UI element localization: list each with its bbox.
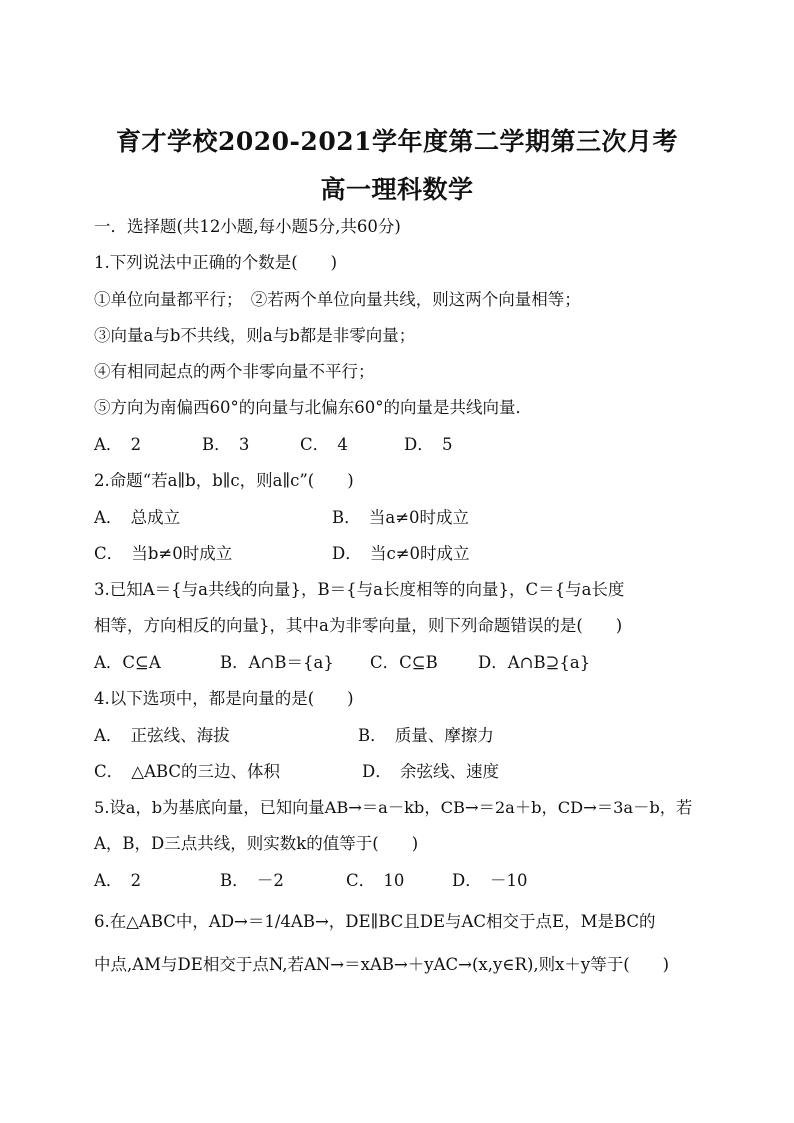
- q4-option-d[interactable]: D． 余弦线、速度: [362, 762, 499, 781]
- q1-option-c[interactable]: C． 4: [300, 435, 348, 454]
- q1-statement-4: ④有相同起点的两个非零向量不平行；: [94, 362, 375, 381]
- q1-options: [94, 434, 700, 456]
- q1-stem: 1.下列说法中正确的个数是( ): [94, 253, 338, 272]
- q6-stem-line-1: 6.在△ABC中，AD→＝1/4AB→，DE∥BC且DE与AC相交于点E，M是BC的: [94, 912, 656, 931]
- q5-option-d[interactable]: D． －10: [452, 871, 528, 890]
- q5-option-a[interactable]: A． 2: [94, 871, 142, 890]
- q4-options-row-2: [94, 761, 700, 783]
- q3-option-a[interactable]: A．C⊆A: [94, 653, 161, 672]
- section-heading: 一．选择题(共12小题,每小题5分,共60分): [94, 217, 401, 236]
- q1-statement-3: ③向量a与b不共线，则a与b都是非零向量；: [94, 326, 416, 345]
- q4-option-a[interactable]: A． 正弦线、海拔: [94, 726, 230, 745]
- q4-option-b[interactable]: B． 质量、摩擦力: [358, 726, 494, 745]
- q1-statement-1-2: ①单位向量都平行； ②若两个单位向量共线，则这两个向量相等；: [94, 290, 581, 309]
- q1-option-d[interactable]: D． 5: [404, 435, 453, 454]
- q2-option-c[interactable]: C． 当b≠0时成立: [94, 544, 233, 563]
- q5-option-c[interactable]: C． 10: [346, 871, 405, 890]
- q5-stem-line-2: A，B，D三点共线，则实数k的值等于( ): [94, 834, 419, 853]
- q1-option-a[interactable]: A． 2: [94, 435, 142, 454]
- q4-option-c[interactable]: C． △ABC的三边、体积: [94, 762, 281, 781]
- q3-stem-line-2: 相等，方向相反的向量}，其中a为非零向量，则下列命题错误的是( ): [94, 616, 623, 635]
- q3-option-c[interactable]: C．C⊆B: [370, 653, 438, 672]
- q6-stem-line-2: 中点,AM与DE相交于点N,若AN→＝xAB→＋yAC→(x,y∈R),则x＋y等于( ): [94, 955, 670, 974]
- q3-options: [94, 652, 700, 674]
- q1-statement-5: ⑤方向为南偏西60°的向量与北偏东60°的向量是共线向量．: [94, 398, 532, 417]
- q2-stem: 2.命题“若a∥b，b∥c，则a∥c”( ): [94, 471, 354, 490]
- q1-option-b[interactable]: B． 3: [202, 435, 250, 454]
- q2-option-d[interactable]: D． 当c≠0时成立: [332, 544, 470, 563]
- q2-options-row-2: [94, 543, 700, 565]
- exam-title: 育才学校2020-2021学年度第二学期第三次月考: [115, 127, 679, 156]
- q3-option-b[interactable]: B．A∩B＝{a}: [220, 653, 334, 672]
- q4-stem: 4.以下选项中，都是向量的是( ): [94, 689, 354, 708]
- q2-options-row-1: [94, 507, 700, 529]
- q3-stem-line-1: 3.已知A＝{与a共线的向量}，B＝{与a长度相等的向量}，C＝{与a长度: [94, 580, 625, 599]
- exam-subtitle: 高一理科数学: [320, 175, 474, 204]
- q5-options: [94, 870, 700, 892]
- q2-option-a[interactable]: A． 总成立: [94, 508, 181, 527]
- q4-options-row-1: [94, 725, 700, 747]
- q5-stem-line-1: 5.设a，b为基底向量，已知向量AB→＝a－kb，CB→＝2a＋b，CD→＝3a－b，若: [94, 798, 693, 817]
- q5-option-b[interactable]: B． －2: [220, 871, 284, 890]
- q3-option-d[interactable]: D．A∩B⊇{a}: [478, 653, 591, 672]
- q2-option-b[interactable]: B． 当a≠0时成立: [332, 508, 470, 527]
